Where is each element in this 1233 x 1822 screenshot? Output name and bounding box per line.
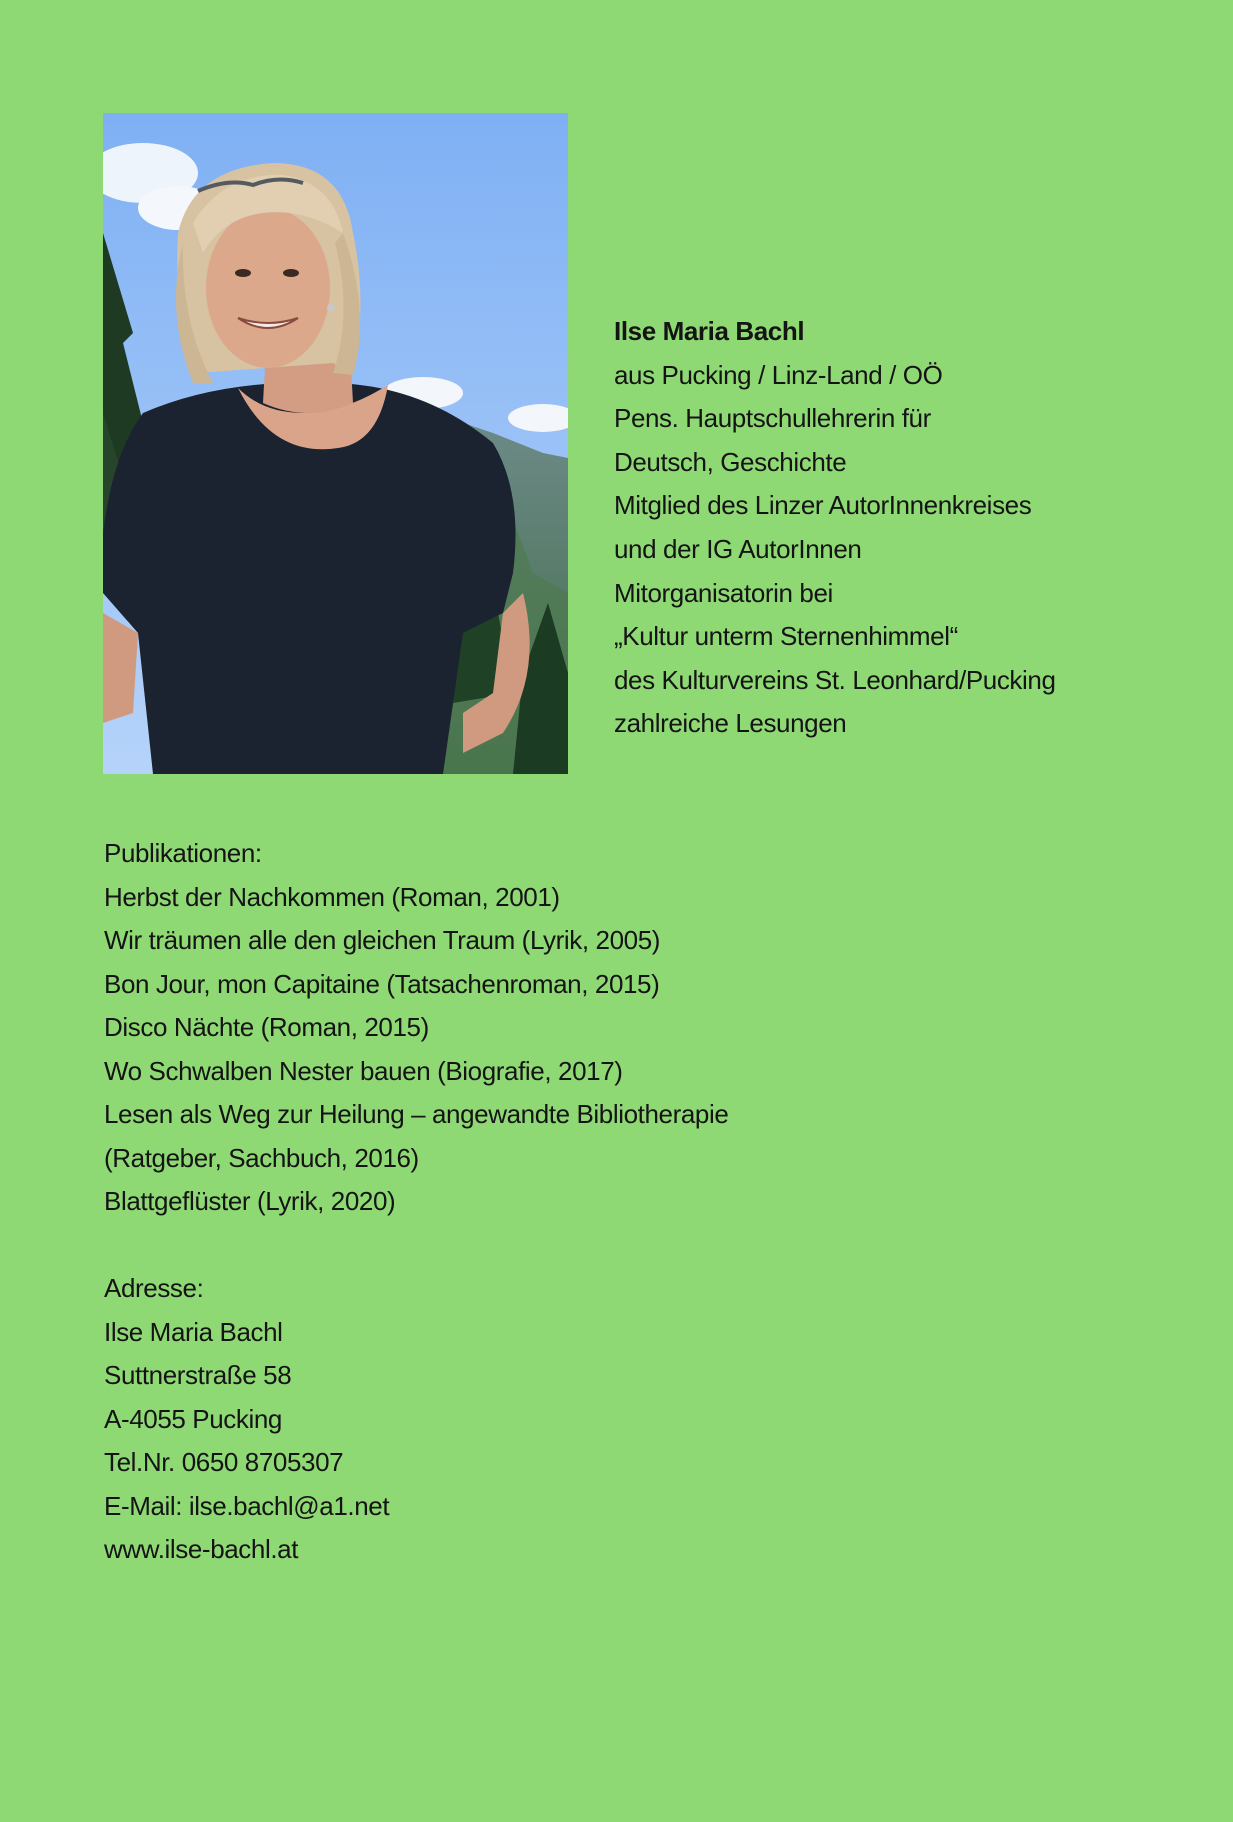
publication-item: Herbst der Nachkommen (Roman, 2001) bbox=[104, 881, 560, 912]
author-bio bbox=[614, 310, 1214, 746]
address-phone: Tel.Nr. 0650 8705307 bbox=[104, 1447, 344, 1477]
author-name: Ilse Maria Bachl bbox=[614, 316, 805, 346]
bio-line: und der IG AutorInnen bbox=[614, 533, 862, 564]
address-email[interactable]: E-Mail: ilse.bachl@a1.net bbox=[104, 1490, 390, 1521]
publication-item: Blattgeflüster (Lyrik, 2020) bbox=[104, 1186, 396, 1216]
publication-item: Bon Jour, mon Capitaine (Tatsachenroman, 2015) bbox=[104, 968, 660, 999]
address-street: Suttnerstraße 58 bbox=[104, 1360, 292, 1390]
address-city: A-4055 Pucking bbox=[104, 1403, 282, 1434]
bio-line: Deutsch, Geschichte bbox=[614, 446, 847, 477]
publications-heading: Publikationen: bbox=[104, 838, 262, 868]
bio-line: „Kultur unterm Sternenhimmel“ bbox=[614, 621, 958, 652]
publications-section bbox=[104, 832, 1204, 1224]
address-website[interactable]: www.ilse-bachl.at bbox=[104, 1534, 299, 1564]
address-heading: Adresse: bbox=[104, 1273, 204, 1303]
publication-item: Lesen als Weg zur Heilung – angewandte Bibliotherapie bbox=[104, 1099, 729, 1129]
publication-item: (Ratgeber, Sachbuch, 2016) bbox=[104, 1142, 419, 1173]
bio-line: Mitorganisatorin bei bbox=[614, 577, 833, 608]
bio-line: Mitglied des Linzer AutorInnenkreises bbox=[614, 490, 1032, 521]
address-section bbox=[104, 1267, 1204, 1572]
publication-item: Disco Nächte (Roman, 2015) bbox=[104, 1012, 429, 1042]
address-name: Ilse Maria Bachl bbox=[104, 1316, 283, 1347]
bio-line: Pens. Hauptschullehrerin für bbox=[614, 403, 931, 434]
author-portrait-photo bbox=[103, 113, 568, 774]
publication-item: Wir träumen alle den gleichen Traum (Lyrik, 2005) bbox=[104, 925, 661, 955]
bio-line: aus Pucking / Linz-Land / OÖ bbox=[614, 359, 943, 390]
bio-line: zahlreiche Lesungen bbox=[614, 708, 847, 739]
bio-line: des Kulturvereins St. Leonhard/Pucking bbox=[614, 664, 1056, 695]
publication-item: Wo Schwalben Nester bauen (Biografie, 2017) bbox=[104, 1055, 623, 1086]
